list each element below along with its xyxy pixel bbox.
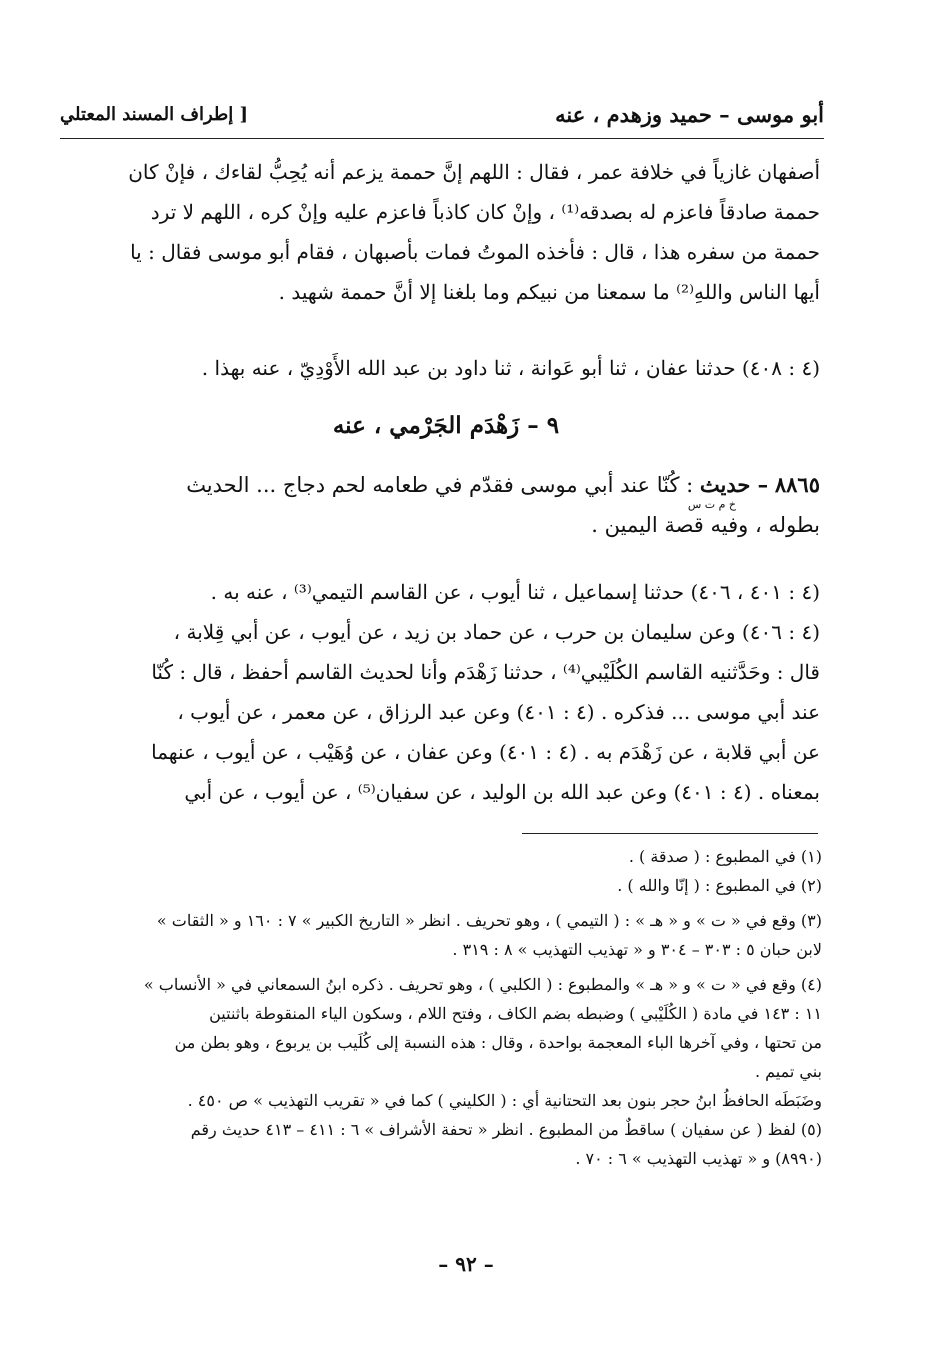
footnote-divider [522,833,818,834]
text-line: حممة صادقاً فاعزم له بصدقه⁽¹⁾ ، وإنْ كان كاذباً فاعزم عليه وإنْ كره ، اللهم لا ترد [150,200,820,224]
footnote-4-cont: ١١ : ١٤٣ في مادة ( الكُلَيْبي ) وضبطه بضم الكاف ، وفتح اللام ، وسكون الياء المنقوطة باثنتين [209,1004,822,1023]
footnote-3: (٣) وقع في « ت » و « هـ » : ( التيمي ) ، وهو تحريف . انظر « التاريخ الكبير » ٧ : ١٦٠ و « الثقات » [156,911,822,930]
hadith-label: حديث [699,472,751,497]
footnote-3-cont: لابن حبان ٥ : ٣٠٣ – ٣٠٤ و « تهذيب التهذيب » ٨ : ٣١٩ . [452,940,822,959]
isnad-block [72,572,820,812]
hadith-sigla: خ م ت س [687,498,736,511]
text-line: قال : وحَدَّثنيه القاسم الكُلَيْبي⁽⁴⁾ ، حدثنا زَهْدَم وأنا لحديث القاسم أحفظ ، قال : كُنّا [151,660,820,684]
hadith-first-line: ٨٨٦٥ – حديث : كُنّا عند أبي موسى فقدّم في طعامه لحم دجاج ... الحديث [186,472,820,497]
text-line: (٤ : ٤٠٨) حدثنا عفان ، ثنا أبو عَوانة ، ثنا داود بن عبد الله الأَوْدِيّ ، عنه بهذا . [201,356,820,380]
text-line: أيها الناس واللهِ⁽²⁾ ما سمعنا من نبيكم وما بلغنا إلا أنَّ حممة شهيد . [278,280,820,304]
footnote-4: (٤) وقع في « ت » و « هـ » والمطبوع : ( الكلبي ) ، وهو تحريف . ذكره ابنُ السمعاني في « الأنساب » [143,975,822,994]
text-line: عن أبي قلابة ، عن زَهْدَم به . (٤ : ٤٠١) وعن عفان ، عن وُهَيْب ، عن أيوب ، عنهما [151,740,820,764]
footnote-1: (١) في المطبوع : ( صدقة ) . [628,847,822,866]
text-line: (٤ : ٤٠١ ، ٤٠٦) حدثنا إسماعيل ، ثنا أيوب ، عن القاسم التيمي⁽³⁾ ، عنه به . [210,580,820,604]
running-header [60,98,824,139]
footnote-4-cont: بني تميم . [754,1062,822,1081]
hadith-text: : كُنّا عند أبي موسى فقدّم في طعامه لحم دجاج ... الحديث [186,473,694,497]
text-line: بمعناه . (٤ : ٤٠١) وعن عبد الله بن الوليد ، عن سفيان⁽⁵⁾ ، عن أيوب ، عن أبي [184,780,820,804]
header-chapter-title: أبو موسى – حميد وزهدم ، عنه [555,102,824,127]
text-line: أصفهان غازياً في خلافة عمر ، فقال : اللهم إنَّ حممة يزعم أنه يُحِبُّ لقاءك ، فإنْ كان [128,160,820,184]
paragraph-continuation [72,152,820,312]
footnote-5-cont: (٨٩٩٠) و « تهذيب التهذيب » ٦ : ٧٠ . [575,1149,822,1168]
hadith-number: ٨٨٦٥ [774,472,820,497]
section-title: ٩ – زَهْدَم الجَرْمي ، عنه [332,412,560,439]
text-line: حممة من سفره هذا ، قال : فأخذه الموتُ فمات بأصبهان ، فقام أبو موسى فقال : يا [130,240,820,264]
footnote-5: (٥) لفظ ( عن سفيان ) ساقطٌ من المطبوع . انظر « تحفة الأشراف » ٦ : ٤١١ – ٤١٣ حديث رقم [190,1120,822,1139]
header-book-title: [ إطراف المسند المعتلي [60,104,249,125]
isnad-paragraph [72,348,820,388]
hadith-second-line: بطوله ، وفيه قصة اليمين . [591,513,820,537]
footnotes [82,842,822,1173]
text-line: عند أبي موسى ... فذكره . (٤ : ٤٠١) وعن عبد الرزاق ، عن معمر ، عن أيوب ، [177,700,820,724]
page-number: – ٩٢ – [438,1252,494,1276]
footnote-4-cont: من تحتها ، وفي آخرها الباء المعجمة بواحدة ، وقال : هذه النسبة إلى كُلَيب بن يربوع ، وهو بطن من [174,1033,822,1052]
footnote-4-addendum: وضَبَطَه الحافظُ ابنُ حجر بنون بعد التحتانية أي : ( الكليني ) كما في « تقريب التهذيب » ص ٤٥٠ . [187,1091,822,1110]
text-line: (٤ : ٤٠٦) وعن سليمان بن حرب ، عن حماد بن زيد ، عن أيوب ، عن أبي قِلابة ، [173,620,820,644]
footnote-2: (٢) في المطبوع : ( إنّا والله ) . [617,876,822,895]
